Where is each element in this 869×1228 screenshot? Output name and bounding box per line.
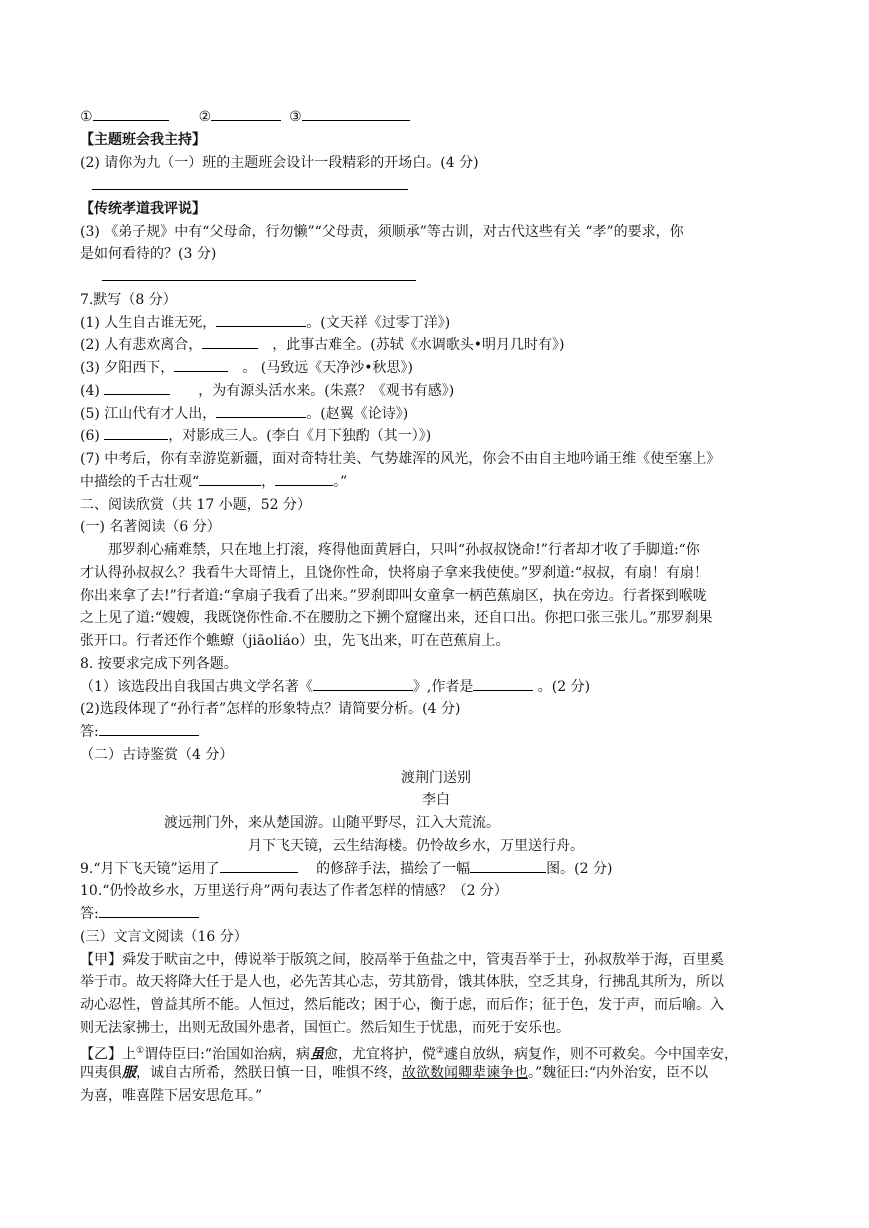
answer-blank[interactable] xyxy=(104,380,170,395)
blank-label-3: ③ xyxy=(289,109,302,125)
part-heading: 二、阅读欣赏（共 17 小题，52 分） xyxy=(80,497,311,513)
section-heading: 【主题班会我主持】 xyxy=(80,132,206,148)
passage-text: 愈，尤宜将护，傥 xyxy=(323,1046,436,1063)
recitation-item xyxy=(80,334,792,356)
recitation-text: (4) xyxy=(80,383,105,399)
subpart-heading: (一) 名著阅读（6 分） xyxy=(80,519,221,535)
recitation-source: 。 (马致远《天净沙•秋思》) xyxy=(242,360,413,376)
recitation-text: (2) 人有悲欢离合， xyxy=(80,337,203,353)
passage-line: 之上见了道:“嫂嫂，我既饶你性命.不在腰肋之下搠个窟窿出来，还自口出。你把口张三张儿。”那罗刹果 xyxy=(80,610,713,626)
subpart-heading: （二）古诗鉴赏（4 分） xyxy=(80,747,234,763)
answer-blank[interactable] xyxy=(216,312,306,327)
recitation-item xyxy=(80,380,792,402)
poem-author: 李白 xyxy=(422,792,450,808)
passage-line: 才认得孙叔叔么？我看牛大哥情上，且饶你性命，快将扇子拿来我使使。”罗刹道:“叔叔，有扇！有扇！ xyxy=(80,565,709,581)
recitation-text: 。” xyxy=(333,474,348,490)
question-text: (3) 《弟子规》中有“父母命，行勿懒”“父母责，须顺承”等古训，对古代这些有关 “孝”的要求，你 xyxy=(80,224,684,240)
recitation-source: ，为有源头活水来。(朱熹？《观书有感》) xyxy=(198,383,455,399)
passage-line: 你出来拿了去!”行者道:“拿扇子我看了出来。”罗刹即叫女童拿一柄芭蕉扇区，执在旁边。行者探到喉咙 xyxy=(80,588,707,604)
blank-label-1: ① xyxy=(80,109,93,125)
recitation-text: (1) 人生自古谁无死， xyxy=(80,315,217,331)
question-text: (7) 中考后，你有幸游览新疆，面对奇特壮美、气势雄浑的风光，你会不由自主地吟诵王维《使至塞上》 xyxy=(80,451,721,467)
question-text: (2) 请你为九（一）班的主题班会设计一段精彩的开场白。(4 分) xyxy=(80,155,479,171)
recitation-item xyxy=(80,312,792,334)
answer-blank[interactable] xyxy=(302,106,410,121)
question-text: (2)选段体现了“孙行者”怎样的形象特点？请简要分析。(4 分) xyxy=(80,701,461,717)
recitation-item xyxy=(80,425,792,447)
answer-blank[interactable] xyxy=(216,403,306,418)
question-text: 10.“仍怜故乡水，万里送行舟”两句表达了作者怎样的情感？（2 分） xyxy=(80,883,508,899)
classical-passage-line: 则无法家拂士，出则无敌国外患者，国恒亡。然后知生于忧患，而死于安乐也。 xyxy=(80,1020,570,1036)
answer-blank[interactable] xyxy=(202,334,258,349)
question-text: 是如何看待的？(3 分) xyxy=(80,246,217,262)
poem-line: 渡远荆门外，来从楚国游。山随平野尽，江入大荒流。 xyxy=(164,815,500,831)
passage-text: 遽自放纵，病复作，则不可救矣。今中国幸安， xyxy=(444,1046,739,1063)
answer-label: 答: xyxy=(80,906,99,922)
answer-line[interactable] xyxy=(80,175,792,197)
answer-label: 答: xyxy=(80,724,99,740)
question-prompt: （1）该选段出自我国古典文学名著《 xyxy=(80,679,313,695)
subpart-heading: (三）文言文阅读（16 分） xyxy=(80,929,248,945)
passage-text: 。”魏征曰:“内外治安，臣不以 xyxy=(528,1065,709,1081)
recitation-text: 中描绘的千古壮观“ xyxy=(80,474,200,490)
classical-passage-line: 【甲】舜发于畎亩之中，傅说举于版筑之间，胶鬲举于鱼盐之中，管夷吾举于士，孙叔敖举于海，百里奚 xyxy=(80,952,724,968)
answer-blank[interactable] xyxy=(220,858,298,873)
question-score: 图。(2 分) xyxy=(546,861,613,877)
answer-row xyxy=(80,903,792,925)
recitation-source: ，对影成三人。(李白《月下独酌（其一）》) xyxy=(168,428,432,444)
question-heading: 8. 按要求完成下列各题。 xyxy=(80,656,238,672)
answer-blank[interactable] xyxy=(174,357,228,372)
passage-text: 【乙】上 xyxy=(80,1046,136,1063)
answer-blank[interactable] xyxy=(275,471,333,486)
recitation-text: (3) 夕阳西下， xyxy=(80,360,175,376)
passage-text: 谓侍臣曰:“治国如治病，病 xyxy=(144,1046,310,1063)
classical-passage-line: 举于市。故天将降大任于是人也，必先苦其心志，劳其筋骨，饿其体肤，空乏其身，行拂乱其所为，所以 xyxy=(80,974,724,990)
answer-blank[interactable] xyxy=(313,676,413,691)
underlined-sentence: 故欲数闻卿辈谏争也 xyxy=(402,1065,528,1081)
passage-line: 那罗刹心痛难禁，只在地上打滚，疼得他面黄唇白，只叫“孙叔叔饶命!”行者却才收了手脚道:“你 xyxy=(108,542,700,558)
recitation-text: (5) 江山代有才人出， xyxy=(80,406,217,422)
answer-blank[interactable] xyxy=(104,425,168,440)
answer-blank[interactable] xyxy=(470,858,546,873)
recitation-item xyxy=(80,471,792,493)
answer-line[interactable] xyxy=(80,266,792,288)
blank-row xyxy=(80,106,792,128)
answer-blank[interactable] xyxy=(211,106,281,121)
classical-passage-line: 为喜，唯喜陛下居安思危耳。” xyxy=(80,1088,263,1104)
poem-line: 月下飞天镜，云生结海楼。仍怜故乡水，万里送行舟。 xyxy=(248,838,584,854)
question-prompt: 9.“月下飞天镜”运用了 xyxy=(80,861,220,877)
emphasized-word: 服 xyxy=(122,1065,136,1081)
answer-blank[interactable] xyxy=(93,106,169,121)
question-text xyxy=(80,676,792,698)
emphasized-word: 虽 xyxy=(309,1046,324,1063)
recitation-source: ，此事古难全。(苏轼《水调歌头•明月几时有》) xyxy=(272,337,565,353)
section-heading: 【传统孝道我评说】 xyxy=(80,201,206,217)
blank-label-2: ② xyxy=(198,109,212,125)
passage-text: 四夷俱 xyxy=(80,1065,122,1081)
recitation-text: (6) xyxy=(80,428,105,444)
footnote-marker: ① xyxy=(136,1046,145,1056)
classical-passage-line: 动心忍性，曾益其所不能。人恒过，然后能改；困于心，衡于虑，而后作；征于色，发于声，而后喻。入 xyxy=(80,997,724,1013)
recitation-item xyxy=(80,403,792,425)
question-score: 。(2 分) xyxy=(533,679,591,695)
footnote-marker: ② xyxy=(435,1046,445,1056)
passage-line: 张开口。行者还作个蟭蟟（jiāoliáo）虫，先飞出来，叮在芭蕉肩上。 xyxy=(80,633,510,649)
question-heading: 7.默写（8 分） xyxy=(80,292,177,308)
question-prompt: 的修辞手法，描绘了一幅 xyxy=(311,861,471,877)
answer-blank[interactable] xyxy=(473,676,533,691)
recitation-source: 。(赵翼《论诗》) xyxy=(306,406,409,422)
classical-passage-line xyxy=(80,1062,792,1084)
answer-blank[interactable] xyxy=(199,471,261,486)
question-prompt: 》,作者是 xyxy=(412,679,474,695)
answer-blank[interactable] xyxy=(99,721,199,736)
recitation-item xyxy=(80,357,792,379)
recitation-text: ， xyxy=(261,474,276,490)
question-text xyxy=(80,858,792,880)
answer-blank[interactable] xyxy=(99,903,199,918)
passage-text: ，诚自古所希，然朕日慎一日，唯惧不终， xyxy=(136,1065,402,1081)
poem-title: 渡荆门送别 xyxy=(401,770,471,786)
answer-row xyxy=(80,721,792,743)
recitation-source: 。(文天祥《过零丁洋》) xyxy=(306,315,451,331)
